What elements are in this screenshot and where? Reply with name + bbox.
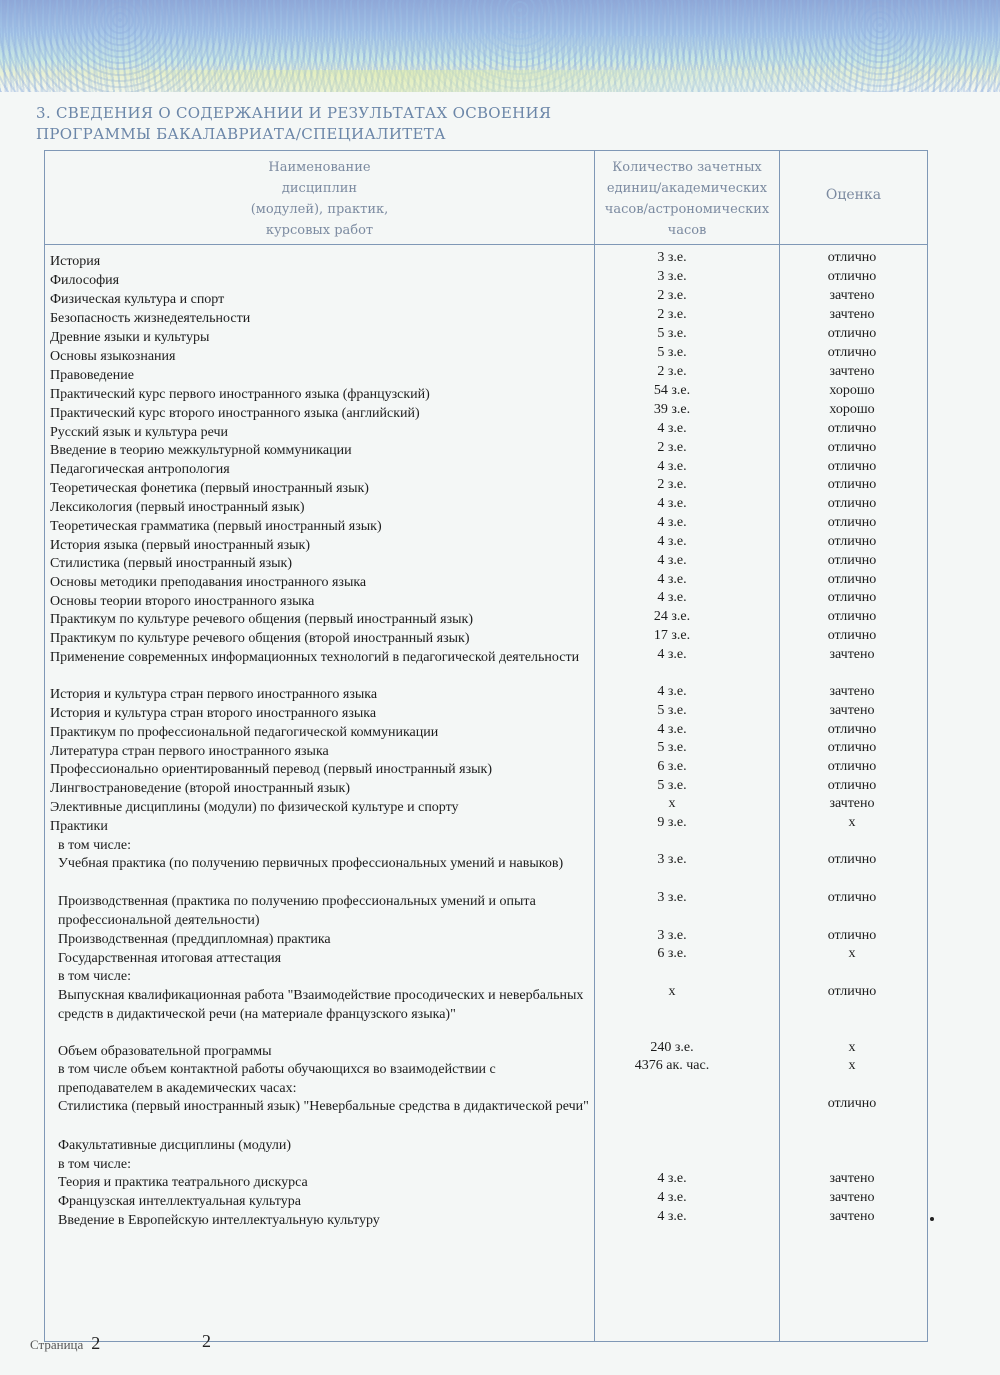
row-grade: отлично (827, 553, 877, 568)
header-divider (45, 244, 927, 245)
row-grade: отлично (827, 1096, 877, 1111)
row-amount: 4 з.е. (657, 459, 687, 474)
row-amount: 4 з.е. (657, 1171, 687, 1186)
row-name: Практикум по культуре речевого общения (второй иностранный язык) (50, 631, 470, 646)
page-label: Страница (30, 1337, 84, 1352)
row-name: Выпускная квалификационная работа "Взаимодействие просодических и невербальных средств в дидактической речи (на материале французского языка)" (58, 988, 584, 1022)
row-grade: отлично (827, 440, 877, 455)
row-grade: отлично (827, 477, 877, 492)
row-name: в том числе: (58, 1157, 131, 1172)
row-amount: 3 з.е. (657, 250, 687, 265)
row-name: Правоведение (50, 368, 134, 383)
row-amount: 24 з.е. (653, 609, 691, 624)
row-name: Введение в Европейскую интеллектуальную культуру (58, 1213, 380, 1228)
row-grade: отлично (827, 890, 877, 905)
header-amount: Количество зачетных единиц/академических часов/астрономических часов (604, 160, 770, 238)
row-amount: 2 з.е. (657, 364, 687, 379)
section-title-line-1: 3. СВЕДЕНИЯ О СОДЕРЖАНИИ И РЕЗУЛЬТАТАХ ОСВОЕНИЯ (36, 104, 552, 122)
row-grade: отлично (827, 984, 877, 999)
row-name: Лексикология (первый иностранный язык) (50, 500, 305, 515)
row-amount: 4 з.е. (657, 590, 687, 605)
row-amount: 5 з.е. (657, 703, 687, 718)
page-footer (30, 1333, 100, 1354)
row-name: Теория и практика театрального дискурса (58, 1175, 308, 1190)
row-name: Основы методики преподавания иностранного языка (50, 575, 367, 590)
row-grade: зачтено (829, 796, 875, 811)
row-grade: отлично (827, 722, 877, 737)
row-amount: 4 з.е. (657, 534, 687, 549)
row-name: Элективные дисциплины (модули) по физической культуре и спорту (50, 800, 459, 815)
row-amount: 2 з.е. (657, 288, 687, 303)
row-amount: 240 з.е. (650, 1040, 694, 1055)
row-name: Теоретическая фонетика (первый иностранный язык) (50, 481, 369, 496)
row-grade: отлично (827, 852, 877, 867)
row-grade: отлично (827, 496, 877, 511)
row-name: Учебная практика (по получению первичных профессиональных умений и навыков) (58, 856, 564, 871)
row-grade: хорошо (829, 402, 875, 417)
row-amount: 3 з.е. (657, 852, 687, 867)
row-name: Практический курс первого иностранного языка (французский) (50, 387, 430, 402)
ink-dot (930, 1217, 934, 1221)
column-divider (779, 151, 780, 1341)
row-name: Основы языкознания (50, 349, 176, 364)
row-name: Производственная (преддипломная) практика (58, 932, 331, 947)
row-amount: 3 з.е. (657, 928, 687, 943)
row-grade: отлично (827, 740, 877, 755)
row-grade: х (848, 815, 856, 830)
header-grade: Оценка (825, 187, 882, 203)
row-grade: отлично (827, 326, 877, 341)
row-name: Теоретическая грамматика (первый иностранный язык) (50, 519, 382, 534)
row-grade: отлично (827, 628, 877, 643)
section-title-line-2: ПРОГРАММЫ БАКАЛАВРИАТА/СПЕЦИАЛИТЕТА (36, 125, 446, 143)
row-amount: 4376 ак. час. (634, 1058, 710, 1073)
section-title (36, 103, 636, 145)
row-name: Стилистика (первый иностранный язык) (50, 556, 293, 571)
row-amount: 4 з.е. (657, 647, 687, 662)
row-grade: отлично (827, 515, 877, 530)
row-grade: х (848, 1058, 856, 1073)
row-name: История и культура стран второго иностранного языка (50, 706, 377, 721)
row-amount: 4 з.е. (657, 515, 687, 530)
row-amount: 17 з.е. (653, 628, 691, 643)
row-amount: 5 з.е. (657, 326, 687, 341)
row-grade: зачтено (829, 307, 875, 322)
row-amount: 6 з.е. (657, 946, 687, 961)
row-name: Философия (50, 273, 120, 288)
row-name: Применение современных информационных технологий в педагогической деятельности (50, 650, 580, 665)
row-grade: зачтено (829, 703, 875, 718)
row-name: Стилистика (первый иностранный язык) "Невербальные средства в дидактической речи" (58, 1099, 589, 1114)
row-amount: 5 з.е. (657, 740, 687, 755)
row-amount: 3 з.е. (657, 890, 687, 905)
row-name: Производственная (практика по получению профессиональных умений и опыта профессиональной деятельности) (58, 894, 536, 928)
row-name: Практикум по профессиональной педагогической коммуникации (50, 725, 439, 740)
row-amount: х (668, 984, 676, 999)
row-name: в том числе: (58, 838, 131, 853)
row-name: Практикум по культуре речевого общения (первый иностранный язык) (50, 612, 474, 627)
row-grade: х (848, 1040, 856, 1055)
row-amount: 3 з.е. (657, 269, 687, 284)
row-grade: хорошо (829, 383, 875, 398)
row-name: Литература стран первого иностранного языка (50, 744, 329, 759)
row-amount: 2 з.е. (657, 307, 687, 322)
row-amount: 4 з.е. (657, 722, 687, 737)
row-amount: 4 з.е. (657, 572, 687, 587)
row-grade: зачтено (829, 364, 875, 379)
row-amount: 9 з.е. (657, 815, 687, 830)
row-grade: зачтено (829, 1171, 875, 1186)
row-grade: отлично (827, 459, 877, 474)
row-name: История (50, 254, 101, 269)
row-grade: отлично (827, 421, 877, 436)
row-amount: 4 з.е. (657, 421, 687, 436)
row-name: Лингвострановедение (второй иностранный язык) (50, 781, 351, 796)
row-grade: зачтено (829, 288, 875, 303)
row-grade: зачтено (829, 684, 875, 699)
row-grade: отлично (827, 250, 877, 265)
row-amount: 5 з.е. (657, 778, 687, 793)
row-grade: отлично (827, 269, 877, 284)
row-grade: зачтено (829, 647, 875, 662)
row-amount: 4 з.е. (657, 1209, 687, 1224)
row-grade: х (848, 946, 856, 961)
row-name: Введение в теорию межкультурной коммуникации (50, 443, 352, 458)
row-amount: 5 з.е. (657, 345, 687, 360)
row-name: Государственная итоговая аттестация (58, 951, 282, 966)
row-amount: 4 з.е. (657, 496, 687, 511)
row-grade: отлично (827, 572, 877, 587)
row-amount: 2 з.е. (657, 477, 687, 492)
row-name: История языка (первый иностранный язык) (50, 538, 311, 553)
row-name: Древние языки и культуры (50, 330, 210, 345)
guilloche-header-band (0, 0, 1000, 92)
row-grade: отлично (827, 759, 877, 774)
row-name: в том числе объем контактной работы обучающихся во взаимодействии с преподавателем в академических часах: (58, 1062, 496, 1096)
row-amount: х (668, 796, 676, 811)
row-name: Практический курс второго иностранного языка (английский) (50, 406, 420, 421)
row-amount: 6 з.е. (657, 759, 687, 774)
row-name: Русский язык и культура речи (50, 425, 229, 440)
row-name: Безопасность жизнедеятельности (50, 311, 251, 326)
row-grade: отлично (827, 609, 877, 624)
row-name: Практики (50, 819, 108, 834)
row-grade: отлично (827, 590, 877, 605)
row-name: Основы теории второго иностранного языка (50, 594, 315, 609)
row-name: в том числе: (58, 969, 131, 984)
row-grade: отлично (827, 534, 877, 549)
row-grade: отлично (827, 345, 877, 360)
row-amount: 54 з.е. (653, 383, 691, 398)
row-name: Французская интеллектуальная культура (58, 1194, 301, 1209)
row-name: Педагогическая антропология (50, 462, 230, 477)
row-name: Физическая культура и спорт (50, 292, 225, 307)
row-grade: зачтено (829, 1209, 875, 1224)
row-grade: зачтено (829, 1190, 875, 1205)
row-grade: отлично (827, 928, 877, 943)
sheet-number: 2 (202, 1331, 211, 1351)
row-amount: 39 з.е. (653, 402, 691, 417)
row-grade: отлично (827, 778, 877, 793)
row-amount: 4 з.е. (657, 553, 687, 568)
row-amount: 2 з.е. (657, 440, 687, 455)
row-amount: 4 з.е. (657, 684, 687, 699)
header-name: Наименование дисциплин (модулей), практик, курсовых работ (250, 160, 389, 238)
row-name: Факультативные дисциплины (модули) (58, 1138, 292, 1153)
row-name: Профессионально ориентированный перевод (первый иностранный язык) (50, 762, 492, 777)
column-divider (594, 151, 595, 1341)
row-name: История и культура стран первого иностранного языка (50, 687, 378, 702)
row-name: Объем образовательной программы (58, 1044, 272, 1059)
page-number: 2 (91, 1333, 101, 1353)
row-amount: 4 з.е. (657, 1190, 687, 1205)
